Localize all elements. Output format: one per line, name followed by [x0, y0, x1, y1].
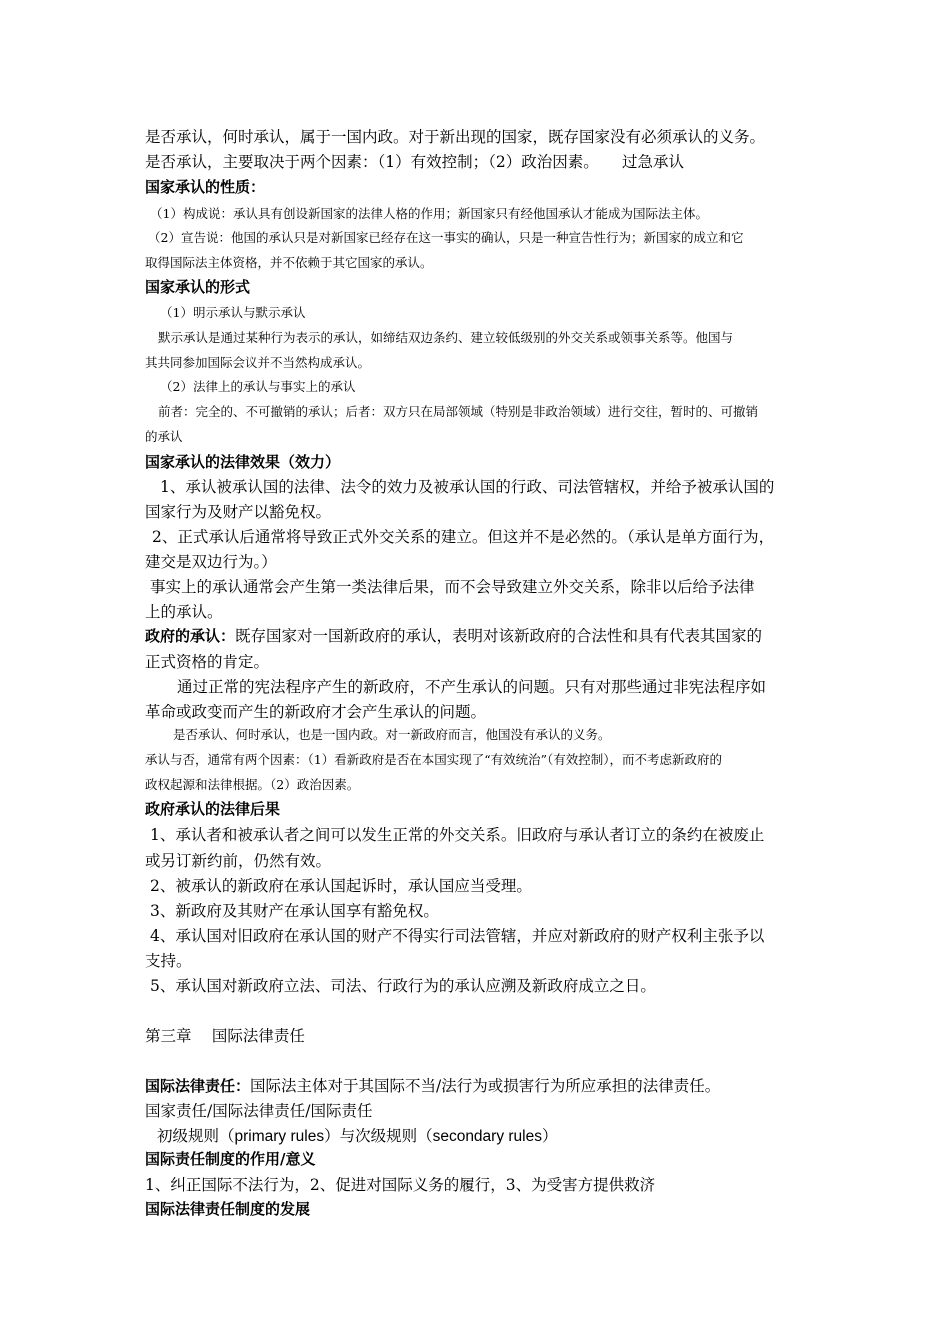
section-heading: 政府承认的法律后果 — [145, 800, 281, 818]
section-heading: 国际责任制度的作用/意义 — [145, 1150, 316, 1168]
text-line: 前者：完全的、不可撤销的承认；后者：双方只在局部领域（特别是非政治领域）进行交往，暂时的、可撤销 — [158, 404, 759, 419]
text-line: 革命或政变而产生的新政府才会产生承认的问题。 — [145, 703, 487, 721]
text-line: 是否承认，主要取决于两个因素：（1）有效控制；（2）政治因素。 过急承认 — [145, 153, 684, 171]
text-line: 是否承认、何时承认，也是一国内政。对一新政府而言，他国没有承认的义务。 — [173, 727, 611, 742]
text-line: 通过正常的宪法程序产生的新政府，不产生承认的问题。只有对那些通过非宪法程序如 — [177, 678, 767, 696]
text-line: 承认与否，通常有两个因素：（1）看新政府是否在本国实现了“有效统治”（有效控制），而不考虑新政府的 — [145, 752, 722, 767]
inline-text: 国际法主体对于其国际不当/法行为或损害行为所应承担的法律责任。 — [250, 1077, 721, 1095]
text-line: 正式资格的肯定。 — [145, 653, 270, 671]
text-line — [145, 624, 762, 646]
text-line: （1）构成说：承认具有创设新国家的法律人格的作用；新国家只有经他国承认才能成为国际法主体。 — [150, 206, 708, 221]
text-line: （2）宣告说：他国的承认只是对新国家已经存在这一事实的确认，只是一种宣告性行为；新国家的成立和它 — [148, 230, 744, 245]
chapter-title: 第三章 国际法律责任 — [145, 1027, 305, 1045]
section-heading: 国际法律责任制度的发展 — [145, 1200, 311, 1218]
text-line: 是否承认，何时承认，属于一国内政。对于新出现的国家，既存国家没有必须承认的义务。 — [145, 128, 766, 146]
text-line: 上的承认。 — [145, 603, 223, 621]
text-line: 2、正式承认后通常将导致正式外交关系的建立。但这并不是必然的。（承认是单方面行为， — [152, 528, 775, 546]
text-line — [145, 1074, 720, 1096]
text-line: 事实上的承认通常会产生第一类法律后果，而不会导致建立外交关系，除非以后给予法律 — [150, 578, 755, 596]
text-line: 国家责任/国际法律责任/国际责任 — [145, 1102, 373, 1120]
text-line: 取得国际法主体资格，并不依赖于其它国家的承认。 — [145, 255, 433, 270]
text-line: 初级规则（primary rules）与次级规则（secondary rules） — [157, 1128, 558, 1145]
text-line: 1、承认者和被承认者之间可以发生正常的外交关系。旧政府与承认者订立的条约在被废止 — [150, 826, 765, 844]
text-line: 的承认 — [145, 429, 183, 444]
text-line: 1、承认被承认国的法律、法令的效力及被承认国的行政、司法管辖权，并给予被承认国的 — [160, 478, 775, 496]
text-line: 4、承认国对旧政府在承认国的财产不得实行司法管辖，并应对新政府的财产权利主张予以 — [150, 927, 765, 945]
text-line: 5、承认国对新政府立法、司法、行政行为的承认应溯及新政府成立之日。 — [150, 977, 656, 995]
text-line: （2）法律上的承认与事实上的承认 — [160, 379, 356, 394]
text-line: 1、纠正国际不法行为，2、促进对国际义务的履行，3、为受害方提供救济 — [145, 1176, 656, 1194]
text-line: 3、新政府及其财产在承认国享有豁免权。 — [150, 902, 439, 920]
inline-heading: 国际法律责任： — [145, 1077, 251, 1095]
text-line: 2、被承认的新政府在承认国起诉时，承认国应当受理。 — [150, 877, 532, 895]
text-line: （1）明示承认与默示承认 — [160, 305, 306, 320]
text-line: 默示承认是通过某种行为表示的承认，如缔结双边条约、建立较低级别的外交关系或领事关系等。他国与 — [158, 330, 734, 345]
inline-text: 既存国家对一国新政府的承认，表明对该新政府的合法性和具有代表其国家的 — [235, 627, 763, 645]
text-line: 建交是双边行为。） — [145, 553, 277, 571]
text-line: 其共同参加国际会议并不当然构成承认。 — [145, 355, 371, 370]
text-line: 国家行为及财产以豁免权。 — [145, 503, 332, 521]
text-line: 政权起源和法律根据。（2）政治因素。 — [145, 777, 360, 792]
section-heading: 国家承认的性质： — [145, 178, 266, 196]
section-heading: 国家承认的形式 — [145, 278, 251, 296]
text-line: 支持。 — [145, 952, 192, 970]
inline-heading: 政府的承认： — [145, 627, 236, 645]
section-heading: 国家承认的法律效果（效力） — [145, 453, 341, 471]
text-line: 或另订新约前，仍然有效。 — [145, 852, 332, 870]
